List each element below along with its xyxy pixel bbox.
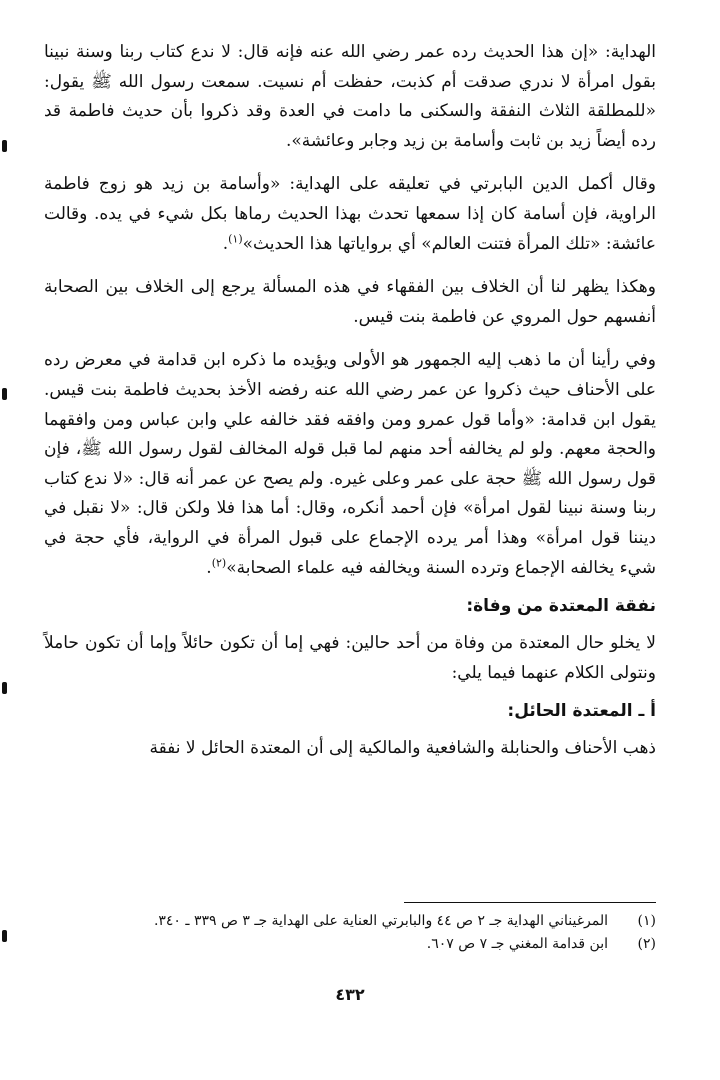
scan-edge-mark: [2, 682, 7, 694]
footnote-separator: [404, 902, 656, 903]
footnote-number: (١): [637, 913, 656, 929]
paragraph-hail: [44, 734, 656, 764]
page-body: [44, 38, 656, 1048]
paragraph-ibn-qudama: [44, 346, 656, 583]
footnote-1: [44, 910, 656, 933]
paragraph-text: الهداية: «إن هذا الحديث رده عمر رضي الله عنه فإنه قال: لا ندع كتاب ربنا وسنة نبينا بقول امرأة لا ندري صدقت أم كذبت، حفظت أم نسيت. سمعت رسول الله ﷺ يقول: «للمطلقة الثلاث النفقة والسكنى ما دامت في العدة وقد ذكروا بأن حديث فاطمة قد رده أيضاً زيد بن ثابت وأسامة بن زيد وجابر وعائشة».: [44, 42, 656, 151]
scan-edge-mark: [2, 930, 7, 942]
scan-edge-mark: [2, 388, 7, 400]
paragraph-text: وقال أكمل الدين البابرتي في تعليقه على الهداية: «وأسامة بن زيد هو زوج فاطمة الراوية، فإن أسامة كان إذا سمعها تحدث بهذا الحديث رماها بكل شيء في يده. وقالت عائشة: «تلك المرأة فتنت العالم» أي برواياتها هذا الحديث»: [44, 174, 656, 254]
paragraph-babarti: [44, 170, 656, 259]
closing-period: .: [206, 557, 212, 578]
page-number: ٤٣٢: [335, 985, 365, 1004]
paragraph-khilaf: [44, 273, 656, 332]
footnote-2: [44, 933, 656, 956]
paragraph-text: لا يخلو حال المعتدة من وفاة من أحد حالين: فهي إما أن تكون حائلاً وإما أن تكون حاملاً ونتولى الكلام عنهما فيما يلي:: [44, 633, 656, 683]
subsection-heading: أ ـ المعتدة الحائل:: [507, 701, 656, 722]
footnote-text: ابن قدامة المغني جـ ٧ ص ٦٠٧.: [426, 936, 608, 952]
scan-edge-mark: [2, 140, 7, 152]
paragraph-text: ذهب الأحناف والحنابلة والشافعية والمالكية إلى أن المعتدة الحائل لا نفقة: [149, 738, 656, 759]
section-heading: نفقة المعتدة من وفاة:: [466, 596, 656, 617]
paragraph-text: وفي رأينا أن ما ذهب إليه الجمهور هو الأولى ويؤيده ما ذكره ابن قدامة في معرض رده على الأحناف حيث ذكروا عن عمر رضي الله عنه رفضه الأخذ بحديث فاطمة بنت قيس. يقول ابن قدامة: «وأما قول عمرو ومن وافقه فقد خالفه علي وابن عباس ومن وافقهما والحجة معهم. ولو لم يخالفه أحد منهم لما قبل قوله المخالف لقول رسول الله ﷺ، فإن قول رسول الله ﷺ حجة على عمر وعلى غيره. ولم يصح عن عمر أنه قال: «لا ندع كتاب ربنا وسنة نبينا لقول امرأة» فإن أحمد أنكره، وقال: أما هذا فلا ولكن قال: «لا نقبل في ديننا قول امرأة» وهذا أمر يرده الإجماع على قبول المرأة في الرواية، فأي حجة في شيء يخالفه الإجماع وترده السنة ويخالفه فيه علماء الصحابة»: [44, 350, 656, 578]
paragraph-widow-cases: [44, 629, 656, 688]
footnote-ref-1: (١): [228, 231, 243, 245]
footnotes: [44, 910, 656, 956]
footnote-text: المرغيناني الهداية جـ ٢ ص ٤٤ والبابرتي العناية على الهداية جـ ٣ ص ٣٣٩ ـ ٣٤٠.: [153, 913, 608, 929]
paragraph-hidaya-quote: [44, 38, 656, 156]
closing-period: .: [222, 233, 229, 254]
paragraph-text: وهكذا يظهر لنا أن الخلاف بين الفقهاء في هذه المسألة يرجع إلى الخلاف بين الصحابة أنفسهم حول المروي عن فاطمة بنت قيس.: [44, 277, 656, 327]
footnote-ref-2: (٢): [211, 555, 227, 569]
footnote-number: (٢): [637, 936, 656, 952]
